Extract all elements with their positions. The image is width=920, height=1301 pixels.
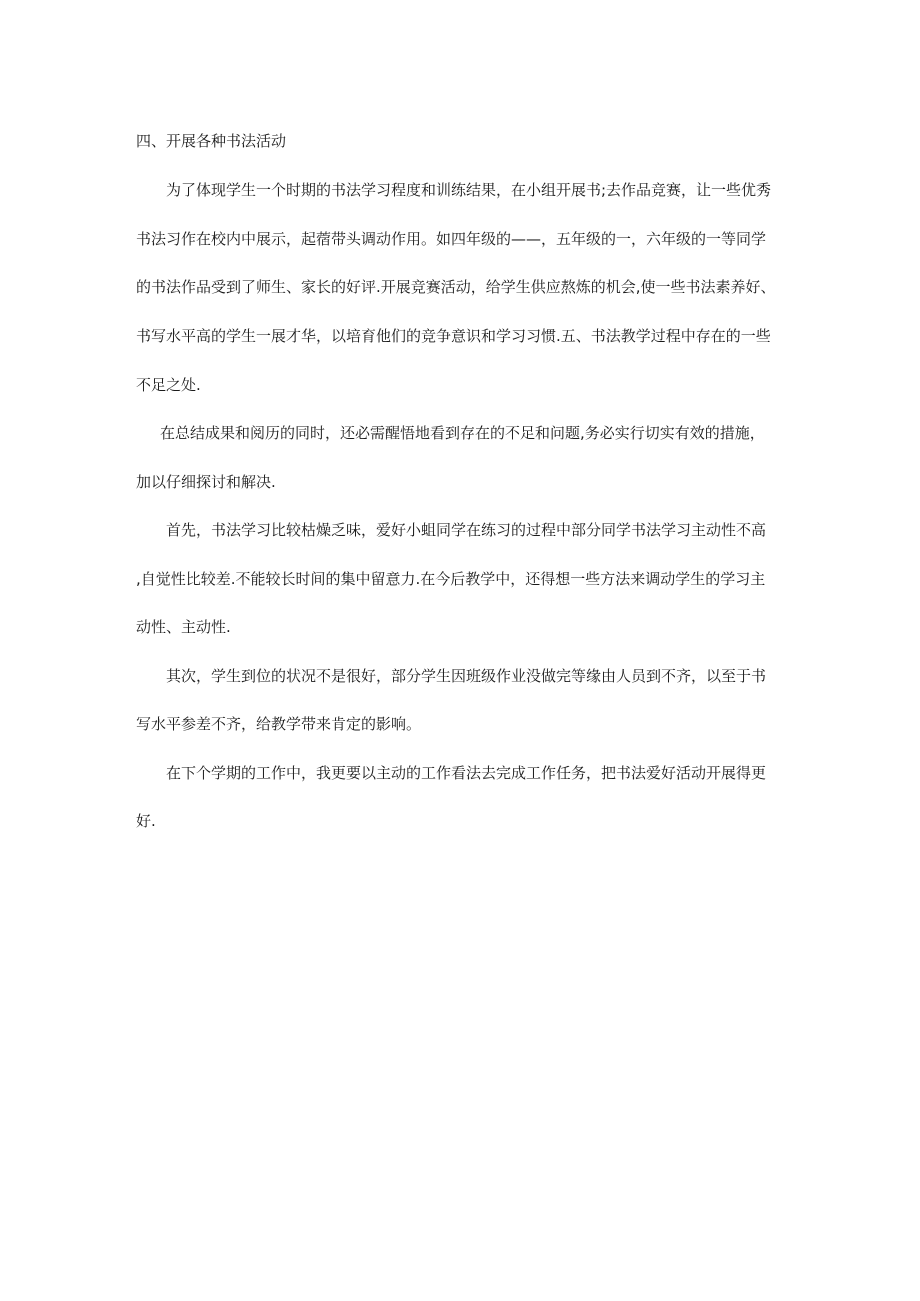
paragraph-line: 不足之处. — [136, 376, 201, 394]
paragraph-line: 的书法作品受到了师生、家长的好评.开展竞赛活动，给学生供应熬炼的机会,使一些书法素养好、 — [136, 278, 776, 296]
paragraph-line: 书写水平高的学生一展才华，以培育他们的竞争意识和学习习惯.五、书法教学过程中存在的一些 — [136, 327, 771, 345]
paragraph-line: 在下个学期的工作中，我更要以主动的工作看法去完成工作任务，把书法爱好活动开展得更 — [166, 764, 767, 782]
paragraph-line: 写水平参差不齐，给教学带来肯定的影响。 — [136, 715, 422, 733]
paragraph-line: 动性、主动性. — [136, 618, 231, 636]
section-heading: 四、开展各种书法活动 — [136, 132, 287, 150]
paragraph-line: ,自觉性比较差.不能较长时间的集中留意力.在今后教学中，还得想一些方法来调动学生的学习主 — [136, 570, 766, 588]
paragraph-line: 首先，书法学习比较枯燥乏味，爱好小蛆同学在练习的过程中部分同学书法学习主动性不高 — [166, 521, 767, 539]
paragraph-line: 其次，学生到位的状况不是很好，部分学生因班级作业没做完等缘由人员到不齐，以至于书 — [166, 667, 767, 685]
paragraph-line: 书法习作在校内中展示，起蓿带头调动作用。如四年级的——，五年级的一，六年级的一等同学 — [136, 230, 767, 248]
paragraph-line: 加以仔细探讨和解决. — [136, 473, 276, 491]
paragraph-line: 好. — [136, 812, 156, 830]
paragraph-line: 在总结成果和阅历的同时，还必需醒悟地看到存在的不足和问题,务必实行切实有效的措施， — [160, 424, 765, 442]
paragraph-line: 为了体现学生一个时期的书法学习程度和训练结果，在小组开展书;去作品竞赛，让一些优秀 — [166, 181, 772, 199]
